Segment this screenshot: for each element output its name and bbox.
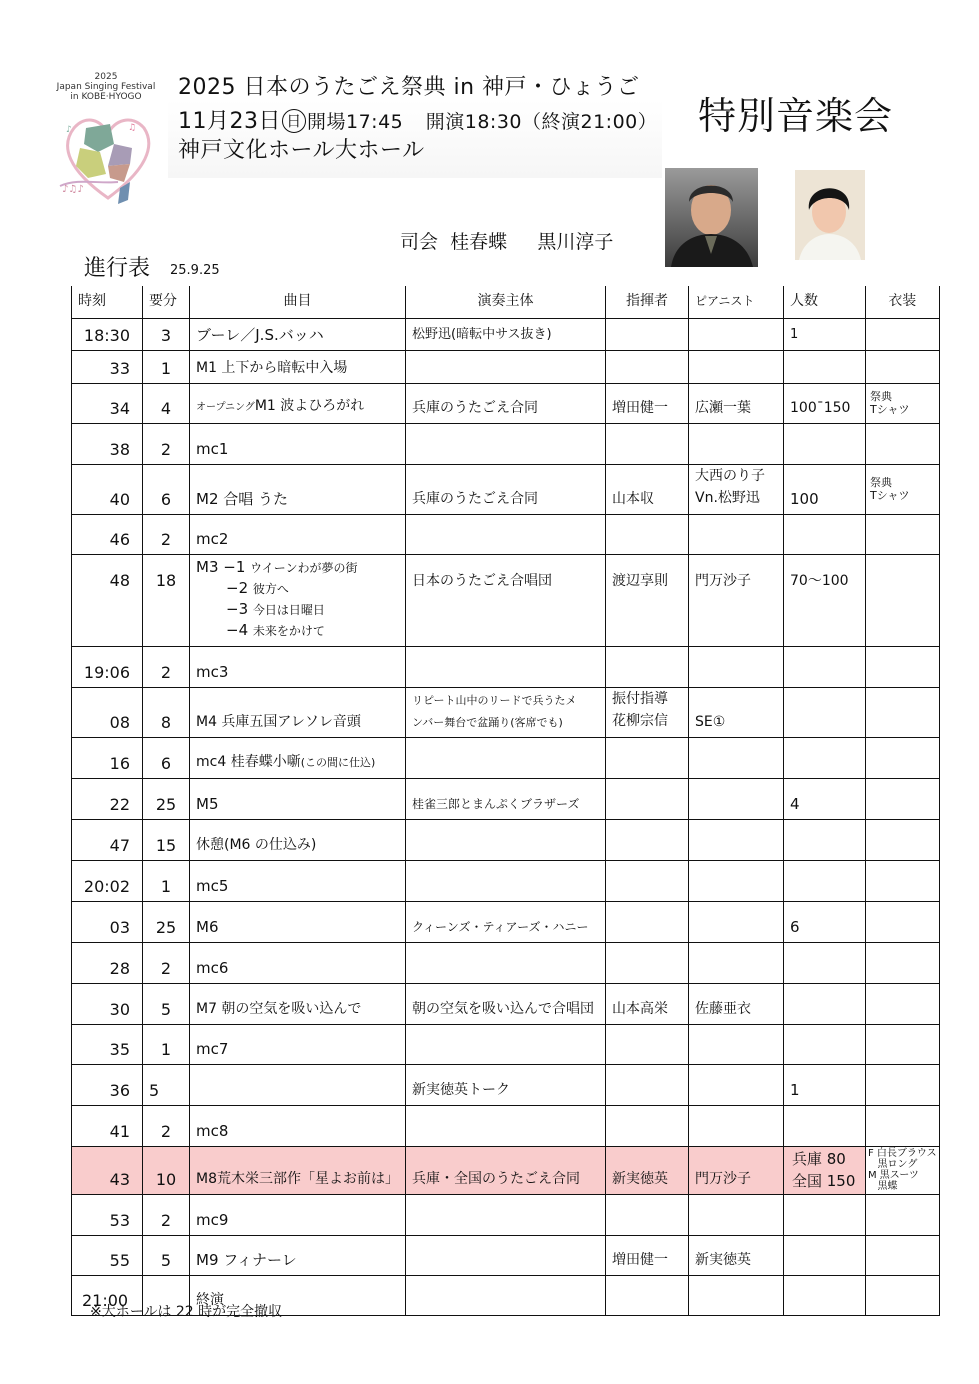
table-row bbox=[72, 646, 940, 687]
cell-conductor bbox=[606, 737, 689, 778]
cell-performer bbox=[406, 514, 606, 554]
festival-title: 2025 日本のうたごえ祭典 in 神戸・ひょうご bbox=[178, 75, 640, 100]
cell-count: 1 bbox=[784, 1064, 866, 1105]
portrait-man-icon bbox=[665, 168, 758, 267]
cell-costume: 祭典 Tシャツ bbox=[866, 383, 940, 423]
cell-count: 1 bbox=[784, 318, 866, 350]
table-row bbox=[72, 514, 940, 554]
cell-pianist: 佐藤亜衣 bbox=[689, 983, 784, 1024]
cell-piece: mc1 bbox=[190, 423, 406, 464]
table-row bbox=[72, 1064, 940, 1105]
cell-performer bbox=[406, 1024, 606, 1064]
cell-pianist bbox=[689, 942, 784, 983]
cell-costume bbox=[866, 1275, 940, 1315]
weekday-circled: 日 bbox=[282, 109, 306, 133]
table-row bbox=[72, 1105, 940, 1146]
cell-costume bbox=[866, 646, 940, 687]
event-date: 11月23日 bbox=[178, 109, 281, 134]
cell-pianist: 門万沙子 bbox=[689, 1146, 784, 1194]
cell-pianist bbox=[689, 778, 784, 819]
cell-pianist bbox=[689, 901, 784, 942]
cell-duration: 5 bbox=[143, 1064, 190, 1105]
cell-time: 55 bbox=[72, 1235, 143, 1275]
cell-conductor bbox=[606, 778, 689, 819]
cell-count: 100 bbox=[784, 464, 866, 514]
cell-costume: 祭典 Tシャツ bbox=[866, 464, 940, 514]
schedule-table bbox=[71, 286, 940, 1316]
cell-piece: M2 合唱 うた bbox=[190, 464, 406, 514]
cell-performer: リピート山中のリードで兵うたメ ンバー舞台で盆踊り(客席でも) bbox=[406, 687, 606, 737]
doors-open-time: 開場17:45 bbox=[307, 111, 404, 133]
cell-duration: 1 bbox=[143, 1024, 190, 1064]
cell-performer bbox=[406, 1275, 606, 1315]
cell-time: 36 bbox=[72, 1064, 143, 1105]
cell-duration: 2 bbox=[143, 514, 190, 554]
col-header-costume: 衣装 bbox=[866, 286, 940, 318]
mc-hosts bbox=[400, 228, 613, 256]
table-row bbox=[72, 901, 940, 942]
cell-conductor bbox=[606, 1194, 689, 1235]
cell-duration: 2 bbox=[143, 942, 190, 983]
cell-piece bbox=[190, 1064, 406, 1105]
cell-conductor bbox=[606, 819, 689, 860]
cell-conductor bbox=[606, 1275, 689, 1315]
heart-map-icon bbox=[58, 108, 158, 208]
cell-duration: 18 bbox=[143, 554, 190, 646]
cell-conductor bbox=[606, 318, 689, 350]
logo-name-line1: Japan Singing Festival bbox=[56, 82, 156, 92]
cell-piece: mc4 桂春蝶小噺(この間に仕込) bbox=[190, 737, 406, 778]
cell-piece: mc9 bbox=[190, 1194, 406, 1235]
cell-count: 4 bbox=[784, 778, 866, 819]
festival-logo bbox=[44, 72, 168, 212]
cell-pianist: 広瀬一葉 bbox=[689, 383, 784, 423]
table-row bbox=[72, 350, 940, 383]
event-datetime bbox=[178, 107, 657, 137]
cell-conductor bbox=[606, 942, 689, 983]
cell-count bbox=[784, 737, 866, 778]
cell-pianist bbox=[689, 318, 784, 350]
mc-host-2: 黒川淳子 bbox=[537, 231, 614, 253]
cell-duration: 2 bbox=[143, 1105, 190, 1146]
cell-pianist bbox=[689, 350, 784, 383]
table-row bbox=[72, 464, 940, 514]
cell-count: 兵庫 80 全国 150 bbox=[784, 1146, 866, 1194]
cell-piece: ブーレ／J.S.バッハ bbox=[190, 318, 406, 350]
cell-piece: M4 兵庫五国アレソレ音頭 bbox=[190, 687, 406, 737]
host-photo-harucho bbox=[665, 168, 758, 267]
cell-piece-medley: M3 −1 ウイーンわが夢の街 −2 彼方へ −3 今日は日曜日 −4 未来をかけて bbox=[190, 554, 406, 646]
cell-time: 33 bbox=[72, 350, 143, 383]
venue: 神戸文化ホール大ホール bbox=[178, 138, 425, 163]
svg-text:♫: ♫ bbox=[128, 123, 137, 133]
cell-duration: 25 bbox=[143, 901, 190, 942]
cell-duration: 2 bbox=[143, 423, 190, 464]
cell-performer bbox=[406, 350, 606, 383]
cell-piece: mc8 bbox=[190, 1105, 406, 1146]
table-row bbox=[72, 819, 940, 860]
mc-host-1: 桂春蝶 bbox=[450, 231, 508, 253]
cell-costume bbox=[866, 554, 940, 646]
cell-costume bbox=[866, 1105, 940, 1146]
footnote: ※大ホールは 22 時が完全撤収 bbox=[90, 1304, 283, 1320]
cell-performer: 新実徳英トーク bbox=[406, 1064, 606, 1105]
cell-time: 34 bbox=[72, 383, 143, 423]
cell-count bbox=[784, 1235, 866, 1275]
cell-conductor: 渡辺享則 bbox=[606, 554, 689, 646]
cell-costume bbox=[866, 942, 940, 983]
cell-piece: mc2 bbox=[190, 514, 406, 554]
col-header-count: 人数 bbox=[784, 286, 866, 318]
cell-duration: 6 bbox=[143, 464, 190, 514]
cell-duration: 1 bbox=[143, 350, 190, 383]
table-row bbox=[72, 737, 940, 778]
cell-conductor: 新実徳英 bbox=[606, 1146, 689, 1194]
schedule-title: 進行表 bbox=[84, 256, 151, 281]
cell-costume bbox=[866, 901, 940, 942]
cell-piece: M1 上下から暗転中入場 bbox=[190, 350, 406, 383]
cell-costume bbox=[866, 983, 940, 1024]
cell-costume bbox=[866, 423, 940, 464]
table-row bbox=[72, 687, 940, 737]
cell-piece: M9 フィナーレ bbox=[190, 1235, 406, 1275]
event-type-title: 特別音楽会 bbox=[698, 94, 894, 138]
cell-duration: 1 bbox=[143, 860, 190, 901]
col-header-conductor: 指揮者 bbox=[606, 286, 689, 318]
table-header-row bbox=[72, 286, 940, 318]
cell-costume bbox=[866, 737, 940, 778]
table-row bbox=[72, 1235, 940, 1275]
cell-count bbox=[784, 646, 866, 687]
schedule-version-date: 25.9.25 bbox=[170, 263, 220, 278]
col-header-performer: 演奏主体 bbox=[406, 286, 606, 318]
cell-duration: 6 bbox=[143, 737, 190, 778]
col-header-pianist: ピアニスト bbox=[689, 286, 784, 318]
cell-pianist bbox=[689, 1064, 784, 1105]
cell-performer bbox=[406, 860, 606, 901]
cell-costume bbox=[866, 1194, 940, 1235]
cell-conductor bbox=[606, 1024, 689, 1064]
cell-conductor bbox=[606, 514, 689, 554]
cell-time: 48 bbox=[72, 554, 143, 646]
cell-piece: M8荒木栄三部作「星よお前は」 bbox=[190, 1146, 406, 1194]
table-row bbox=[72, 554, 940, 646]
cell-piece: mc3 bbox=[190, 646, 406, 687]
cell-time: 18:30 bbox=[72, 318, 143, 350]
cell-pianist bbox=[689, 860, 784, 901]
cell-conductor: 振付指導 花柳宗信 bbox=[606, 687, 689, 737]
cell-duration: 5 bbox=[143, 1235, 190, 1275]
col-header-piece: 曲目 bbox=[190, 286, 406, 318]
cell-performer: 兵庫のうたごえ合同 bbox=[406, 464, 606, 514]
cell-duration: 4 bbox=[143, 383, 190, 423]
cell-piece: M5 bbox=[190, 778, 406, 819]
col-header-duration: 要分 bbox=[143, 286, 190, 318]
table-row bbox=[72, 318, 940, 350]
cell-performer bbox=[406, 1105, 606, 1146]
cell-performer: 桂雀三郎とまんぷくブラザーズ bbox=[406, 778, 606, 819]
cell-count bbox=[784, 1024, 866, 1064]
cell-duration: 3 bbox=[143, 318, 190, 350]
cell-count bbox=[784, 942, 866, 983]
cell-pianist bbox=[689, 514, 784, 554]
cell-performer: 兵庫のうたごえ合同 bbox=[406, 383, 606, 423]
cell-piece: mc6 bbox=[190, 942, 406, 983]
cell-pianist bbox=[689, 1275, 784, 1315]
cell-time: 53 bbox=[72, 1194, 143, 1235]
cell-duration: 25 bbox=[143, 778, 190, 819]
cell-costume bbox=[866, 778, 940, 819]
cell-pianist bbox=[689, 1024, 784, 1064]
cell-performer: 朝の空気を吸い込んで合唱団 bbox=[406, 983, 606, 1024]
cell-performer bbox=[406, 423, 606, 464]
cell-costume bbox=[866, 1064, 940, 1105]
table-row bbox=[72, 860, 940, 901]
cell-performer bbox=[406, 737, 606, 778]
cell-time: 28 bbox=[72, 942, 143, 983]
cell-pianist bbox=[689, 1194, 784, 1235]
cell-conductor bbox=[606, 901, 689, 942]
cell-performer: 松野迅(暗転中サス抜き) bbox=[406, 318, 606, 350]
cell-pianist bbox=[689, 423, 784, 464]
cell-pianist bbox=[689, 819, 784, 860]
piece-prefix: オープニング bbox=[196, 401, 255, 413]
cell-conductor bbox=[606, 350, 689, 383]
logo-name-line2: in KOBE·HYOGO bbox=[70, 92, 142, 102]
cell-time: 47 bbox=[72, 819, 143, 860]
cell-time: 20:02 bbox=[72, 860, 143, 901]
cell-count: 6 bbox=[784, 901, 866, 942]
table-row bbox=[72, 1024, 940, 1064]
table-row bbox=[72, 778, 940, 819]
col-header-time: 時刻 bbox=[72, 286, 143, 318]
cell-count bbox=[784, 423, 866, 464]
cell-time: 43 bbox=[72, 1146, 143, 1194]
cell-performer: 日本のうたごえ合唱団 bbox=[406, 554, 606, 646]
cell-costume bbox=[866, 1235, 940, 1275]
cell-conductor bbox=[606, 1064, 689, 1105]
cell-count bbox=[784, 1105, 866, 1146]
table-row bbox=[72, 1194, 940, 1235]
cell-costume: F 白長ブラウス 黒ロング M 黒スーツ 黒蝶 bbox=[866, 1146, 940, 1194]
cell-conductor bbox=[606, 1105, 689, 1146]
cell-conductor: 増田健一 bbox=[606, 383, 689, 423]
cell-performer bbox=[406, 646, 606, 687]
mc-label: 司会 bbox=[400, 231, 439, 253]
table-row bbox=[72, 423, 940, 464]
cell-pianist: 門万沙子 bbox=[689, 554, 784, 646]
cell-pianist bbox=[689, 737, 784, 778]
cell-performer: クィーンズ・ティアーズ・ハニー bbox=[406, 901, 606, 942]
cell-count bbox=[784, 1275, 866, 1315]
portrait-woman-icon bbox=[795, 170, 865, 260]
cell-conductor bbox=[606, 860, 689, 901]
cell-costume bbox=[866, 687, 940, 737]
cell-time: 38 bbox=[72, 423, 143, 464]
cell-count: 100¯150 bbox=[784, 383, 866, 423]
cell-time: 08 bbox=[72, 687, 143, 737]
cell-conductor: 増田健一 bbox=[606, 1235, 689, 1275]
cell-duration: 15 bbox=[143, 819, 190, 860]
cell-pianist bbox=[689, 1105, 784, 1146]
cell-duration: 2 bbox=[143, 1194, 190, 1235]
svg-text:♪: ♪ bbox=[66, 125, 72, 135]
cell-time: 46 bbox=[72, 514, 143, 554]
table-row-highlighted bbox=[72, 1146, 940, 1194]
cell-count bbox=[784, 819, 866, 860]
cell-time: 40 bbox=[72, 464, 143, 514]
cell-performer bbox=[406, 942, 606, 983]
cell-conductor: 山本収 bbox=[606, 464, 689, 514]
cell-costume bbox=[866, 318, 940, 350]
cell-performer bbox=[406, 819, 606, 860]
table-row bbox=[72, 383, 940, 423]
cell-piece: mc5 bbox=[190, 860, 406, 901]
cell-count bbox=[784, 860, 866, 901]
cell-time: 03 bbox=[72, 901, 143, 942]
cell-time: 30 bbox=[72, 983, 143, 1024]
cell-costume bbox=[866, 350, 940, 383]
logo-year: 2025 bbox=[94, 72, 118, 82]
cell-performer bbox=[406, 1194, 606, 1235]
cell-pianist bbox=[689, 646, 784, 687]
cell-time: 21:00 bbox=[72, 1275, 143, 1315]
host-photo-kurokawa bbox=[795, 170, 865, 260]
start-time: 開演18:30（終演21:00） bbox=[425, 111, 658, 133]
cell-piece: mc7 bbox=[190, 1024, 406, 1064]
cell-count bbox=[784, 1194, 866, 1235]
cell-piece: M7 朝の空気を吸い込んで bbox=[190, 983, 406, 1024]
cell-duration: 10 bbox=[143, 1146, 190, 1194]
cell-conductor: 山本高栄 bbox=[606, 983, 689, 1024]
cell-piece: 終演 bbox=[190, 1275, 406, 1315]
cell-time: 19:06 bbox=[72, 646, 143, 687]
cell-performer bbox=[406, 1235, 606, 1275]
cell-costume bbox=[866, 1024, 940, 1064]
cell-count bbox=[784, 350, 866, 383]
svg-text:♪♫♪: ♪♫♪ bbox=[62, 184, 84, 195]
cell-duration: 8 bbox=[143, 687, 190, 737]
cell-piece: M6 bbox=[190, 901, 406, 942]
cell-count bbox=[784, 687, 866, 737]
cell-count bbox=[784, 983, 866, 1024]
cell-count bbox=[784, 514, 866, 554]
cell-conductor bbox=[606, 423, 689, 464]
cell-pianist: SE① bbox=[689, 687, 784, 737]
cell-time: 16 bbox=[72, 737, 143, 778]
cell-pianist: 大西のり子 Vn.松野迅 bbox=[689, 464, 784, 514]
table-row bbox=[72, 983, 940, 1024]
cell-pianist: 新実徳英 bbox=[689, 1235, 784, 1275]
cell-performer: 兵庫・全国のうたごえ合同 bbox=[406, 1146, 606, 1194]
cell-costume bbox=[866, 860, 940, 901]
cell-time: 35 bbox=[72, 1024, 143, 1064]
table-row bbox=[72, 942, 940, 983]
cell-time: 22 bbox=[72, 778, 143, 819]
cell-costume bbox=[866, 819, 940, 860]
cell-costume bbox=[866, 514, 940, 554]
cell-piece: オープニングM1 波よひろがれ bbox=[190, 383, 406, 423]
cell-conductor bbox=[606, 646, 689, 687]
cell-count: 70〜100 bbox=[784, 554, 866, 646]
cell-piece: 休憩(M6 の仕込み) bbox=[190, 819, 406, 860]
cell-duration: 2 bbox=[143, 646, 190, 687]
cell-time: 41 bbox=[72, 1105, 143, 1146]
cell-duration: 5 bbox=[143, 983, 190, 1024]
